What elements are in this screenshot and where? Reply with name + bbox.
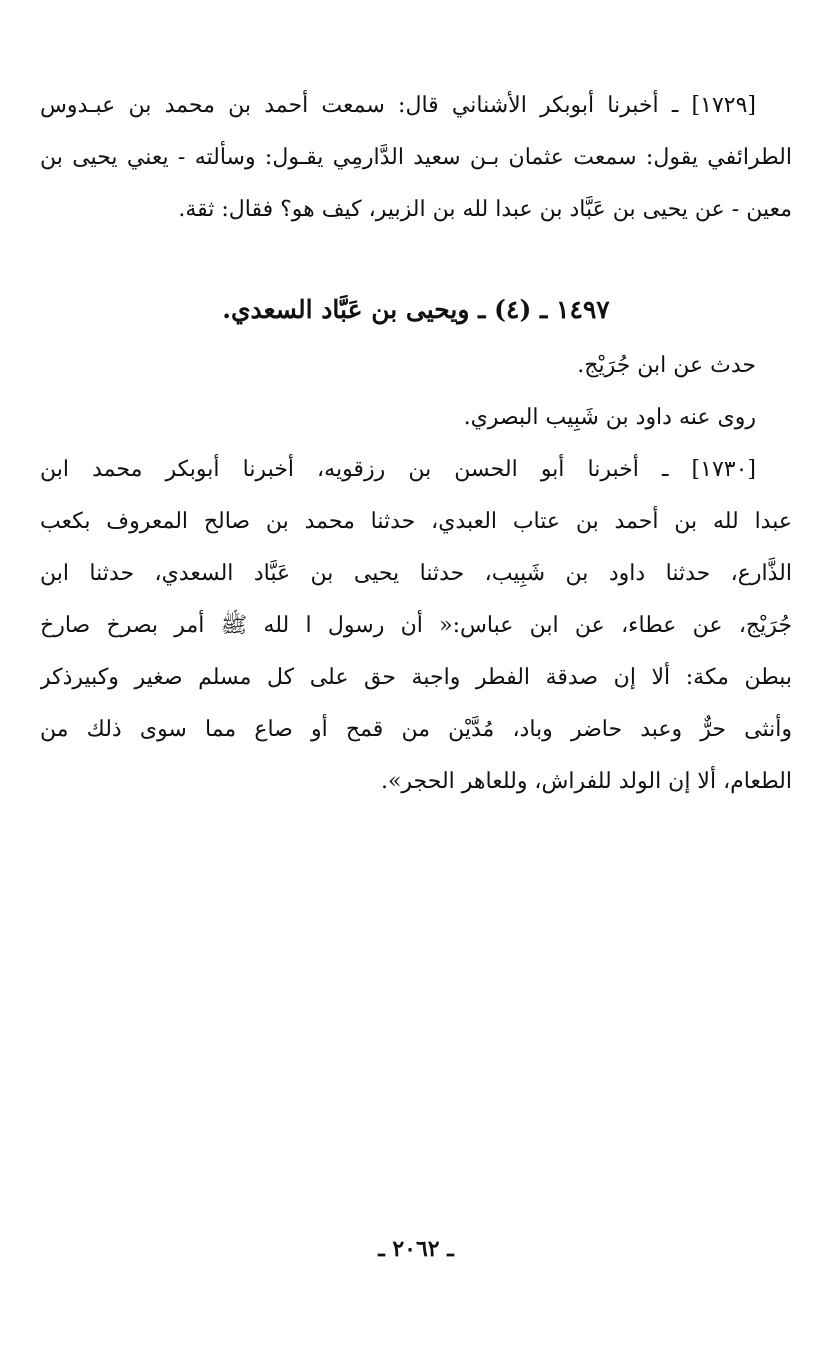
narrated-by-line: روى عنه داود بن شَبِيب البصري. [463,405,756,430]
text-line: [١٧٢٩] ـ أخبرنا أبوبكر الأشناني قال: سمعت أحمد بن محمد بن عبـدوس [40,93,756,118]
text-line: [١٧٣٠] ـ أخبرنا أبو الحسن بن رزقويه، أخبرنا أبوبكر محمد ابن [40,457,756,482]
narrated-from-line: حدث عن ابن جُرَيْج. [577,353,756,378]
text-line: الطرائفي يقول: سمعت عثمان بـن سعيد الدَّارمِي يقـول: وسألته - يعني يحيى بن [40,145,792,170]
biography-heading: ١٤٩٧ ـ (٤) ـ ويحيى بن عَبَّاد السعدي. [222,295,610,324]
entry-1730 [40,444,792,808]
text-line: ببطن مكة: ألا إن صدقة الفطر واجبة حق على كل مسلم صغير وكبيرذكر [40,665,792,690]
text-line: الذَّارع، حدثنا داود بن شَبِيب، حدثنا يحيى بن عَبَّاد السعدي، حدثنا ابن [40,561,792,586]
entry-1729 [40,80,792,236]
text-line: الطعام، ألا إن الولد للفراش، وللعاهر الحجر». [380,769,792,794]
text-line: عبدا لله بن أحمد بن عتاب العبدي، حدثنا محمد بن صالح المعروف بكعب [40,509,792,534]
text-line: وأنثى حرٌّ وعبد حاضر وباد، مُدَّيْن من قمح أو صاع مما سوى ذلك من [40,717,792,742]
page-number: ـ ٢٠٦٢ ـ [378,1236,454,1262]
page-body [40,80,792,808]
text-line: معين - عن يحيى بن عَبَّاد بن عبدا لله بن الزبير، كيف هو؟ فقال: ثقة. [178,197,792,222]
text-line: جُرَيْج، عن عطاء، عن ابن عباس:« أن رسول ا لله ﷺ أمر بصرخ صارخ [40,613,792,638]
